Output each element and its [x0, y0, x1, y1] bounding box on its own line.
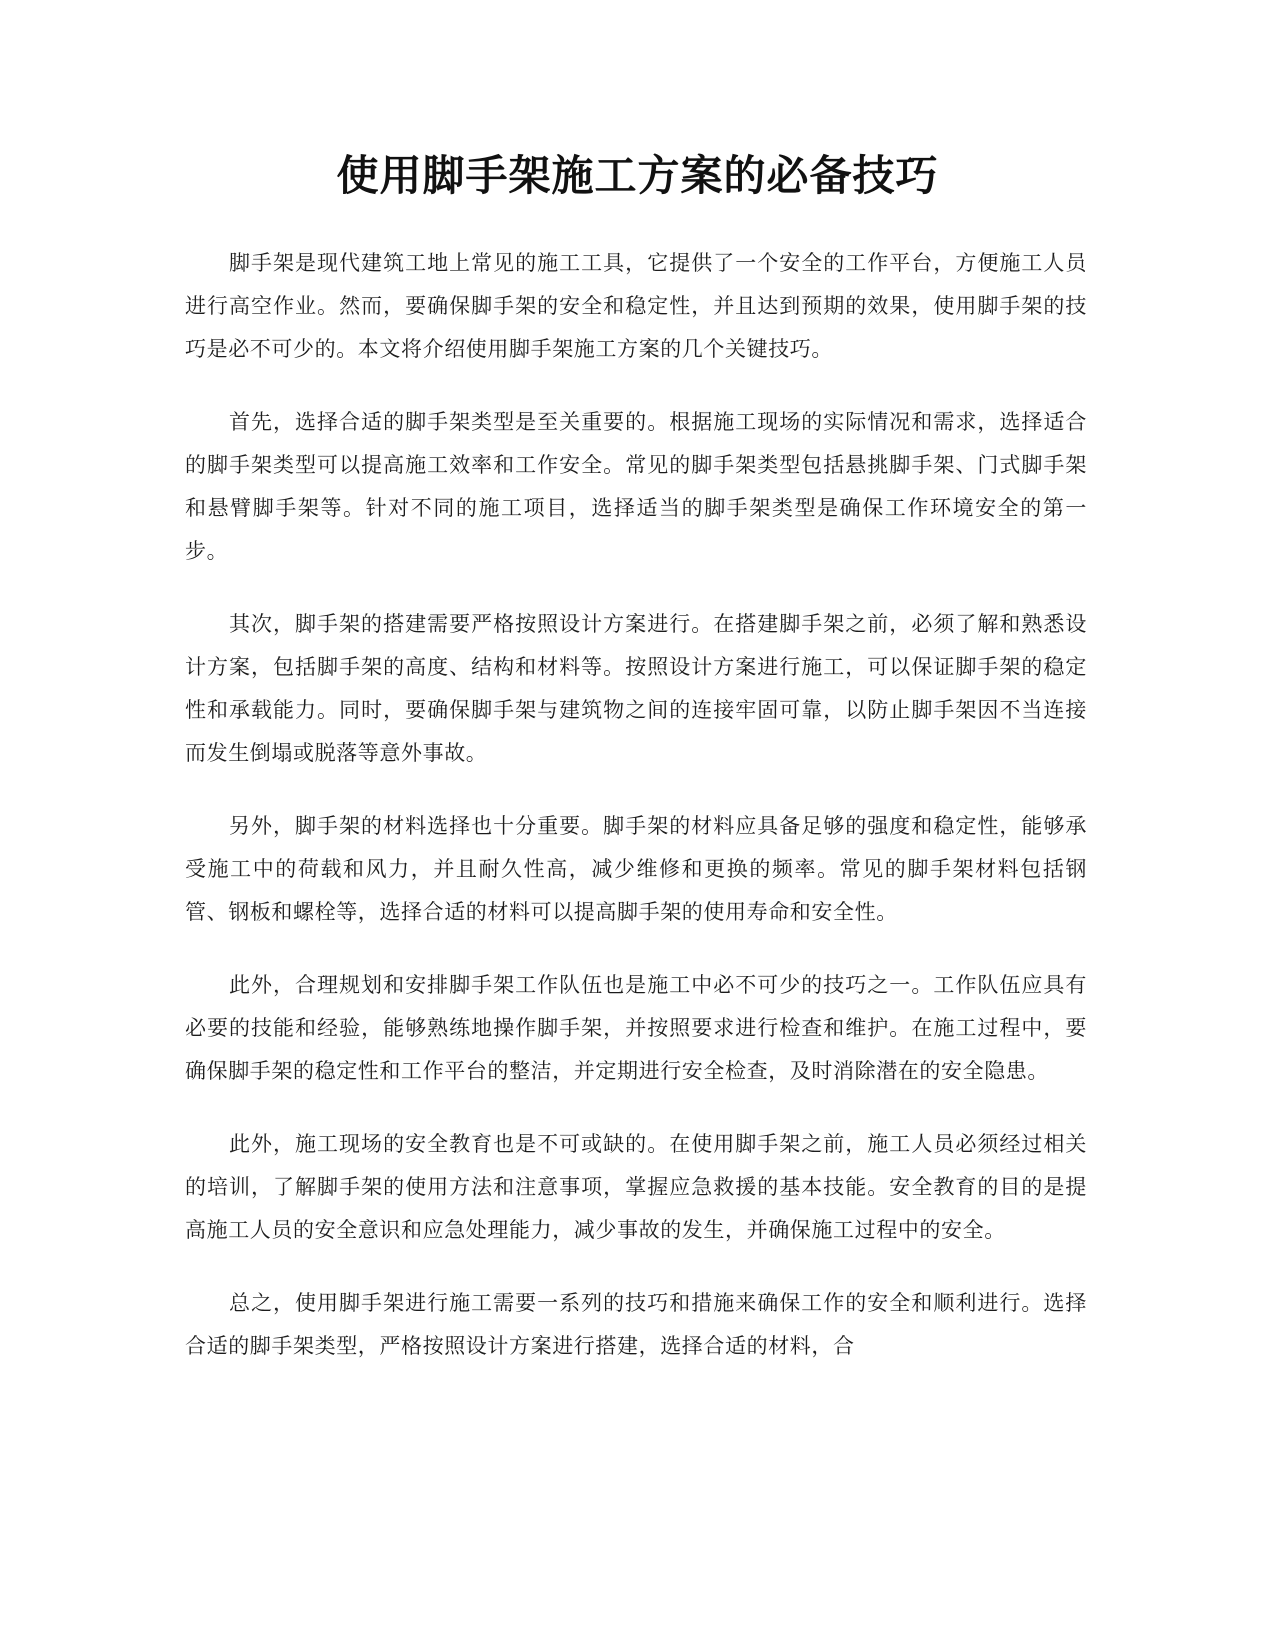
document-title: 使用脚手架施工方案的必备技巧: [336, 151, 939, 200]
paragraph-work-team: 此外，合理规划和安排脚手架工作队伍也是施工中必不可少的技巧之一。工作队伍应具有必要的技能和经验，能够熟练地操作脚手架，并按照要求进行检查和维护。在施工过程中，要确保脚手架的稳定性和工作平台的整洁，并定期进行安全检查，及时消除潜在的安全隐患。: [185, 973, 1087, 1083]
paragraph-safety-education: 此外，施工现场的安全教育也是不可或缺的。在使用脚手架之前，施工人员必须经过相关的培训，了解脚手架的使用方法和注意事项，掌握应急救援的基本技能。安全教育的目的是提高施工人员的安全意识和应急处理能力，减少事故的发生，并确保施工过程中的安全。: [185, 1132, 1087, 1242]
paragraph-construction-plan: 其次，脚手架的搭建需要严格按照设计方案进行。在搭建脚手架之前，必须了解和熟悉设计方案，包括脚手架的高度、结构和材料等。按照设计方案进行施工，可以保证脚手架的稳定性和承载能力。同时，要确保脚手架与建筑物之间的连接牢固可靠，以防止脚手架因不当连接而发生倒塌或脱落等意外事故。: [185, 612, 1087, 765]
paragraph-materials: 另外，脚手架的材料选择也十分重要。脚手架的材料应具备足够的强度和稳定性，能够承受施工中的荷载和风力，并且耐久性高，减少维修和更换的频率。常见的脚手架材料包括钢管、钢板和螺栓等，选择合适的材料可以提高脚手架的使用寿命和安全性。: [185, 814, 1087, 924]
document-body: [185, 242, 1087, 1398]
paragraph-conclusion: 总之，使用脚手架进行施工需要一系列的技巧和措施来确保工作的安全和顺利进行。选择合适的脚手架类型，严格按照设计方案进行搭建，选择合适的材料，合: [185, 1291, 1087, 1358]
paragraph-intro: 脚手架是现代建筑工地上常见的施工工具，它提供了一个安全的工作平台，方便施工人员进行高空作业。然而，要确保脚手架的安全和稳定性，并且达到预期的效果，使用脚手架的技巧是必不可少的。本文将介绍使用脚手架施工方案的几个关键技巧。: [185, 251, 1087, 361]
paragraph-scaffold-type: 首先，选择合适的脚手架类型是至关重要的。根据施工现场的实际情况和需求，选择适合的脚手架类型可以提高施工效率和工作安全。常见的脚手架类型包括悬挑脚手架、门式脚手架和悬臂脚手架等。针对不同的施工项目，选择适当的脚手架类型是确保工作环境安全的第一步。: [185, 410, 1087, 563]
